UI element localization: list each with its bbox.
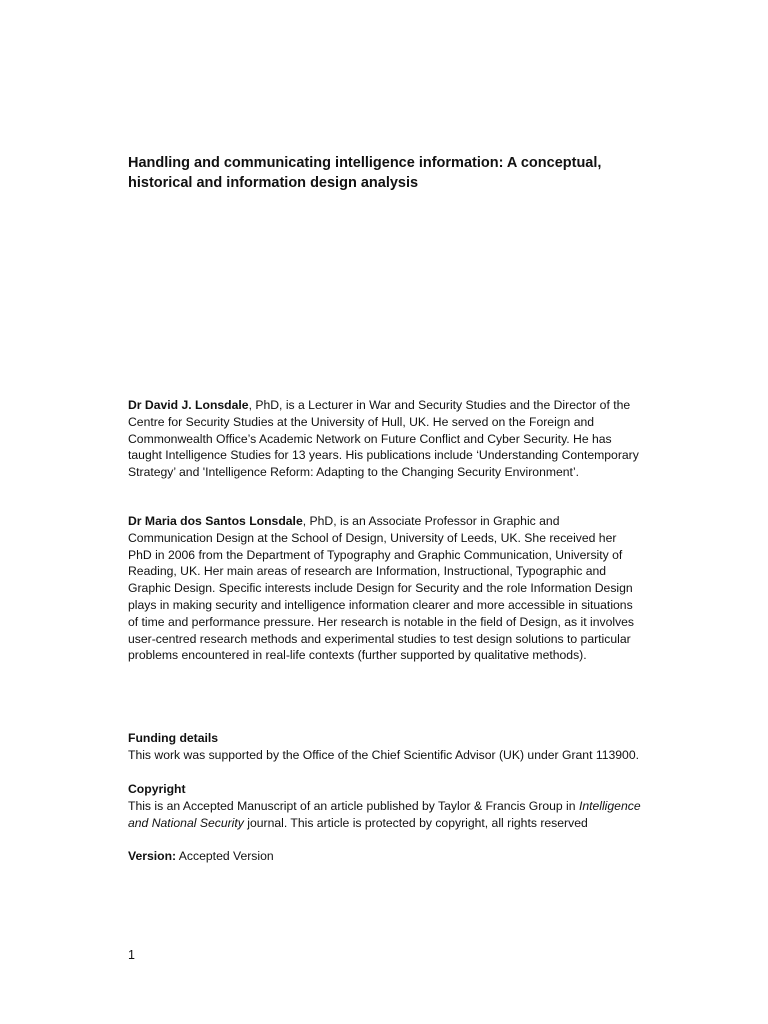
version-label: Version: [128, 849, 177, 863]
copyright-section [128, 781, 643, 831]
copyright-text-after: journal. This article is protected by copyright, all rights reserved [243, 815, 588, 830]
author-name: Dr Maria dos Santos Lonsdale [128, 514, 303, 528]
funding-heading: Funding details [128, 731, 219, 745]
author-bio-text: , PhD, is an Associate Professor in Graphic and Communication Design at the School of Design, University of Leeds, UK. She received her PhD in 2006 from the Department of Typography and Graphic Communication, University of Reading, UK. Her main areas of research are Information, Instructional, Typographic and Graphic Design. Specific interests include Design for Security and the role Information Design plays in making security and intelligence information clearer and more accessible in situations of time and performance pressure. Her research is notable in the field of Design, as it involves user-centred research methods and experimental studies to test design solutions to particular problems encountered in real-life contexts (further supported by qualitative methods). [128, 514, 635, 663]
version-line [128, 848, 643, 865]
author-bio-david-lonsdale [128, 397, 643, 481]
author-bio-text: , PhD, is a Lecturer in War and Security Studies and the Director of the Centre for Security Studies at the University of Hull, UK. He served on the Foreign and Commonwealth Office’s Academic Network on Future Conflict and Cyber Security. He has taught Intelligence Studies for 13 years. His publications include ‘Understanding Contemporary Strategy’ and 'Intelligence Reform: Adapting to the Changing Security Environment’. [128, 398, 639, 480]
funding-text: This work was supported by the Office of the Chief Scientific Advisor (UK) under Grant 113900. [128, 747, 639, 762]
document-title: Handling and communicating intelligence information: A conceptual, historical and information design analysis [128, 155, 602, 191]
copyright-heading: Copyright [128, 782, 186, 796]
page-number: 1 [128, 948, 135, 962]
journal-name: Intelligence and National Security [128, 798, 641, 830]
funding-section [128, 730, 643, 764]
author-name: Dr David J. Lonsdale [128, 398, 249, 412]
author-bio-maria-lonsdale [128, 513, 643, 664]
copyright-text-before: This is an Accepted Manuscript of an article published by Taylor & Francis Group in [128, 798, 579, 813]
version-value: Accepted Version [176, 849, 274, 863]
